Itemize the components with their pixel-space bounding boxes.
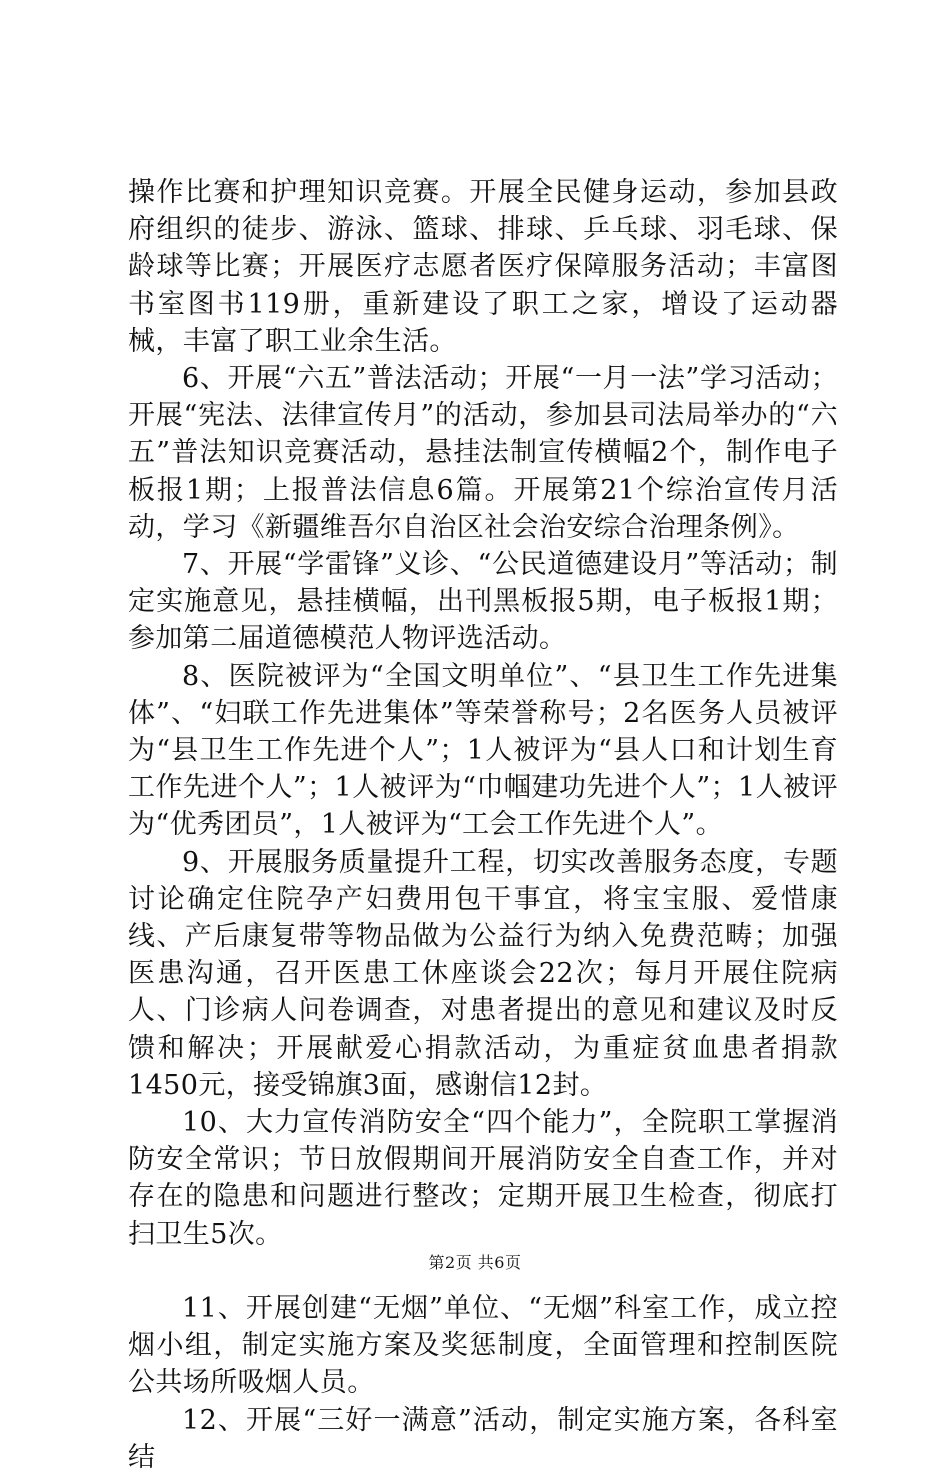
- paragraph-item-7: 7、开展“学雷锋”义诊、“公民道德建设月”等活动；制定实施意见，悬挂横幅，出刊黑板报5期，电子板报1期；参加第二届道德模范人物评选活动。: [128, 549, 838, 655]
- paragraph-item-12: 12、开展“三好一满意”活动，制定实施方案，各科室结: [128, 1404, 838, 1473]
- paragraph-item-8: 8、医院被评为“全国文明单位”、“县卫生工作先进集体”、“妇联工作先进集体”等荣誉称号；2名医务人员被评为“县卫生工作先进个人”；1人被评为“县人口和计划生育工作先进个人”；1人被评为“巾帼建功先进个人”；1人被评为“优秀团员”，1人被评为“工会工作先进个人”。: [128, 660, 838, 841]
- paragraph-item-9: 9、开展服务质量提升工程，切实改善服务态度，专题讨论确定住院孕产妇费用包干事宜，将宝宝服、爱惜康线、产后康复带等物品做为公益行为纳入免费范畴；加强医患沟通，召开医患工休座谈会22次；每月开展住院病人、门诊病人问卷调查，对患者提出的意见和建议及时反馈和解决；开展献爱心捐款活动，为重症贫血患者捐款1450元，接受锦旗3面，感谢信12封。: [128, 846, 838, 1101]
- paragraph-item-10: 10、大力宣传消防安全“四个能力”，全院职工掌握消防安全常识；节日放假期间开展消防安全自查工作，并对存在的隐患和问题进行整改；定期开展卫生检查，彻底打扫卫生5次。: [128, 1107, 838, 1250]
- paragraph-item-11: 11、开展创建“无烟”单位、“无烟”科室工作，成立控烟小组，制定实施方案及奖惩制度，全面管理和控制医院公共场所吸烟人员。: [128, 1292, 838, 1399]
- page-number-footer: 第2页 共6页: [428, 1253, 522, 1272]
- paragraph-continuation: 操作比赛和护理知识竞赛。开展全民健身运动，参加县政府组织的徒步、游泳、篮球、排球、乒乓球、羽毛球、保龄球等比赛；开展医疗志愿者医疗保障服务活动；丰富图书室图书119册，重新建设了职工之家，增设了运动器械，丰富了职工业余生活。: [128, 177, 838, 357]
- paragraph-item-6: 6、开展“六五”普法活动；开展“一月一法”学习活动；开展“宪法、法律宣传月”的活动，参加县司法局举办的“六五”普法知识竞赛活动，悬挂法制宣传横幅2个，制作电子板报1期；上报普法信息6篇。开展第21个综治宣传月活动，学习《新疆维吾尔自治区社会治安综合治理条例》。: [128, 363, 838, 543]
- document-body: [128, 174, 838, 1476]
